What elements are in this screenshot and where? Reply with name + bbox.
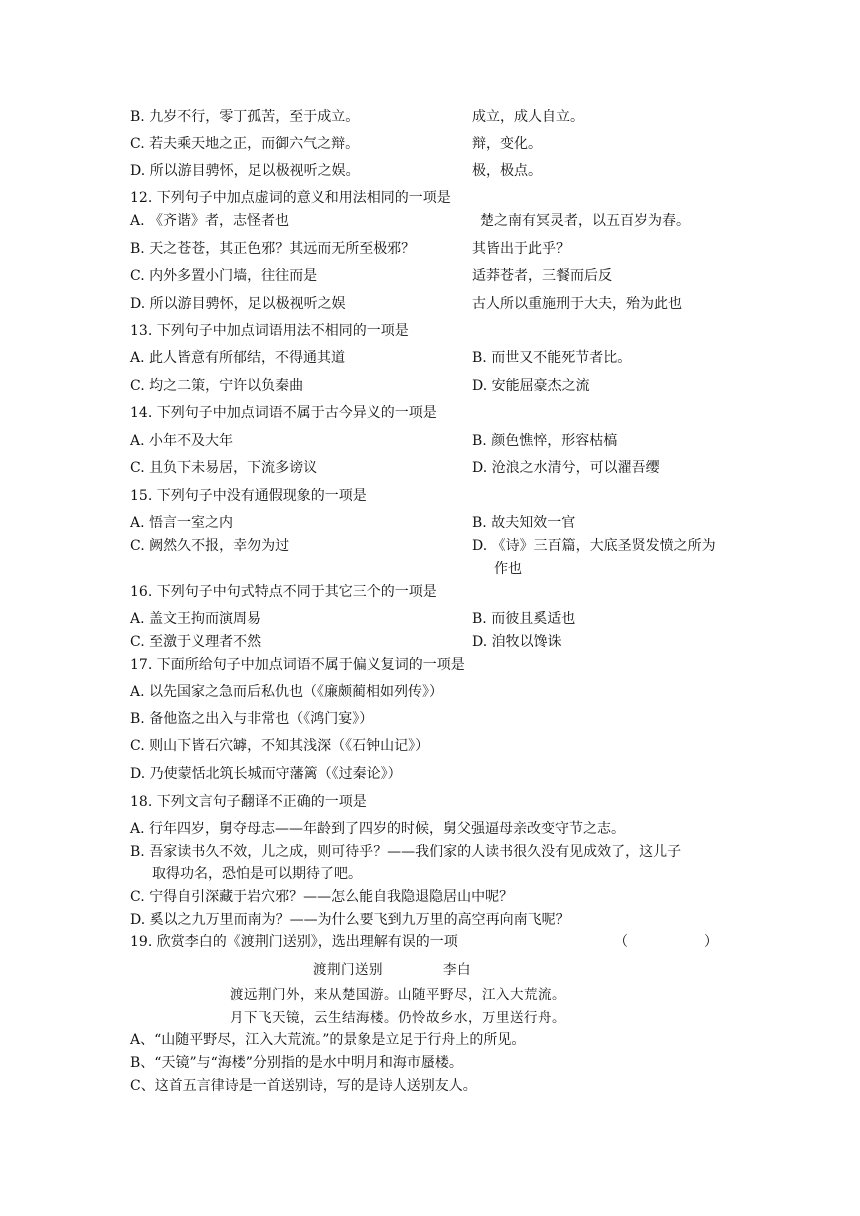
q13-option-c: C. 均之二策，宁许以负秦曲	[130, 378, 304, 394]
poem-line-1: 渡远荆门外，来从楚国游。山随平野尽，江入大荒流。	[230, 987, 566, 1003]
q11-option-c: C. 若夫乘天地之正，而御六气之辩。	[130, 136, 360, 152]
q18-option-b-continued: 取得功名，恐怕是可以期待了吧。	[152, 866, 362, 882]
q17-option-c: C. 则山下皆石穴罅，不知其浅深（《石钟山记》）	[130, 738, 430, 754]
q12-option-c-pair: 适莽苍者，三餐而后反	[472, 268, 612, 284]
q17-option-d: D. 乃使蒙恬北筑长城而守藩篱（《过秦论》）	[130, 766, 402, 782]
q12-option-d-pair: 古人所以重施刑于大夫，殆为此也	[472, 296, 682, 312]
q14-option-b: B. 颜色憔悴，形容枯槁	[472, 433, 618, 449]
poem-author: 李白	[443, 962, 471, 978]
q14-option-d: D. 沧浪之水清兮，可以濯吾缨	[472, 460, 660, 476]
q16-option-d: D. 洎牧以馋诛	[472, 634, 562, 650]
q18-option-c: C. 宁得自引深藏于岩穴邪？——怎么能自我隐退隐居山中呢？	[130, 889, 514, 905]
q12-option-b-pair: 其皆出于此乎？	[472, 241, 570, 257]
q15-stem: 15. 下列句子中没有通假现象的一项是	[130, 488, 367, 504]
q16-option-b: B. 而彼且奚适也	[472, 611, 576, 627]
answer-paren-open: （	[614, 934, 628, 950]
q18-option-b: B. 吾家读书久不效，儿之成，则可待乎？——我们家的人读书很久没有见成效了，这儿子	[130, 844, 682, 860]
q14-stem: 14. 下列句子中加点词语不属于古今异义的一项是	[130, 405, 437, 421]
q13-option-d: D. 安能屈豪杰之流	[472, 378, 590, 394]
q17-stem: 17. 下面所给句子中加点词语不属于偏义复词的一项是	[130, 657, 465, 673]
q16-stem: 16. 下列句子中句式特点不同于其它三个的一项是	[130, 584, 437, 600]
q14-option-c: C. 且负下未易居，下流多谤议	[130, 460, 318, 476]
q18-option-a: A. 行年四岁，舅夺母志——年龄到了四岁的时候，舅父强逼母亲改变守节之志。	[130, 821, 626, 837]
q16-option-c: C. 至激于义理者不然	[130, 634, 262, 650]
q17-option-b: B. 备他盗之出入与非常也（《鸿门宴》）	[130, 711, 374, 727]
q14-option-a: A. 小年不及大年	[130, 433, 234, 449]
q15-option-d-continued: 作也	[494, 561, 522, 577]
q15-option-c: C. 阙然久不报，幸勿为过	[130, 538, 290, 554]
q15-option-a: A. 悟言一室之内	[130, 515, 234, 531]
answer-paren-close: ）	[704, 934, 718, 950]
q11-option-d: D. 所以游目骋怀，足以极视听之娱。	[130, 163, 360, 179]
q19-stem: 19. 欣赏李白的《渡荆门送别》，选出理解有误的一项	[130, 934, 458, 950]
q13-option-a: A. 此人皆意有所郁结，不得通其道	[130, 350, 346, 366]
q11-option-d-explanation: 极，极点。	[472, 163, 542, 179]
q17-option-a: A. 以先国家之急而后私仇也（《廉颇蔺相如列传》）	[130, 684, 444, 700]
q11-option-b-explanation: 成立，成人自立。	[472, 109, 584, 125]
q12-option-d: D. 所以游目骋怀，足以极视听之娱	[130, 296, 346, 312]
q18-option-d: D. 奚以之九万里而南为？——为什么要飞到九万里的高空再向南飞呢？	[130, 912, 570, 928]
q19-option-c: C、这首五言律诗是一首送别诗，写的是诗人送别友人。	[130, 1078, 477, 1094]
q11-option-b: B. 九岁不行，零丁孤苦，至于成立。	[130, 109, 360, 125]
q15-option-b: B. 故夫知效一官	[472, 515, 576, 531]
q12-option-a-pair: 楚之南有冥灵者，以五百岁为春。	[480, 213, 690, 229]
q12-option-a: A. 《齐谐》者，志怪者也	[130, 213, 290, 229]
q11-option-c-explanation: 辩，变化。	[472, 136, 542, 152]
q13-option-b: B. 而世又不能死节者比。	[472, 350, 632, 366]
q18-stem: 18. 下列文言句子翻译不正确的一项是	[130, 794, 367, 810]
poem-title: 渡荆门送别	[313, 962, 383, 978]
q15-option-d: D. 《诗》三百篇，大底圣贤发愤之所为	[472, 538, 716, 554]
q16-option-a: A. 盖文王拘而演周易	[130, 611, 262, 627]
poem-line-2: 月下飞天镜，云生结海楼。仍怜故乡水，万里送行舟。	[230, 1010, 566, 1026]
q12-option-b: B. 天之苍苍，其正色邪？其远而无所至极邪？	[130, 241, 416, 257]
q12-option-c: C. 内外多置小门墙，往往而是	[130, 268, 318, 284]
q19-option-a: A、“山随平野尽，江入大荒流。”的景象是立足于行舟上的所见。	[130, 1032, 526, 1048]
q12-stem: 12. 下列句子中加点虚词的意义和用法相同的一项是	[130, 190, 451, 206]
q19-option-b: B、“天镜”与“海楼”分别指的是水中明月和海市蜃楼。	[130, 1055, 463, 1071]
q13-stem: 13. 下列句子中加点词语用法不相同的一项是	[130, 323, 409, 339]
